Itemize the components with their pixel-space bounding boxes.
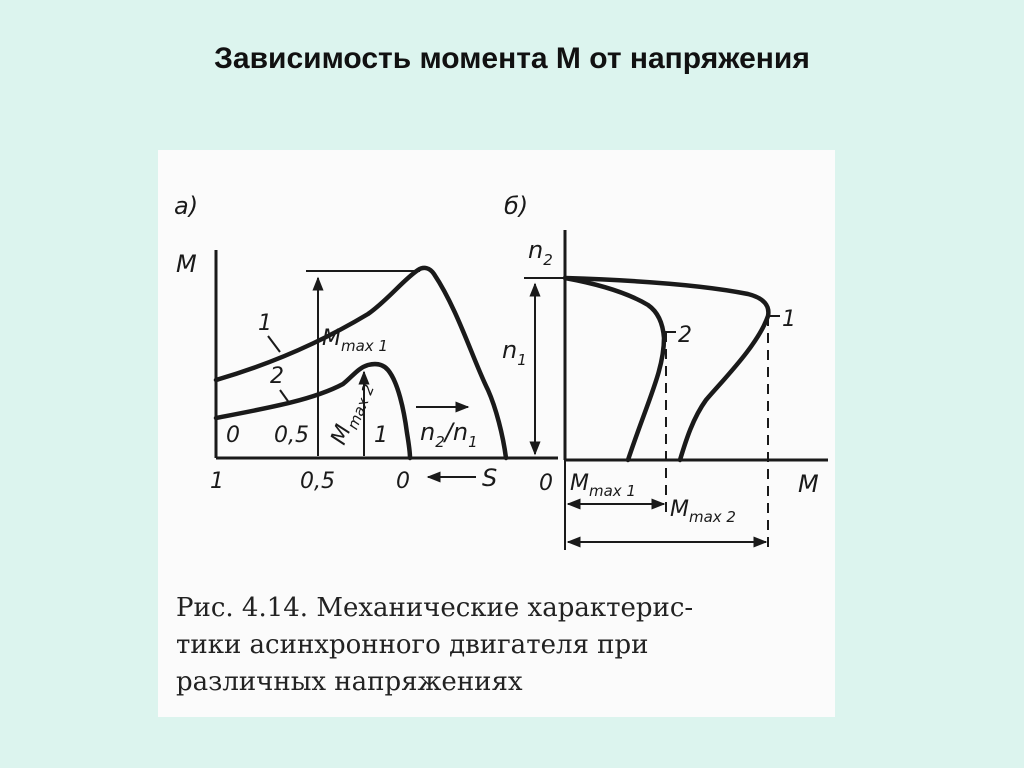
caption-line-2: тики асинхронного двигателя при bbox=[176, 630, 649, 660]
panel-b-curve-2 bbox=[565, 278, 664, 460]
panel-a-mmax2-label: $M_{max 2}$ bbox=[326, 381, 378, 449]
panel-b-n2-label: $n_2$ bbox=[528, 236, 553, 269]
panel-a-upper-axis-label: $n_2/n_1$ bbox=[420, 418, 478, 451]
panel-a-upper-tick-1: 1 bbox=[374, 423, 388, 448]
panel-a-lower-tick-1: 1 bbox=[210, 469, 224, 494]
caption-line-3: различных напряжениях bbox=[176, 667, 523, 697]
figure-drawing bbox=[158, 150, 835, 717]
panel-a-lower-tick-05: 0,5 bbox=[300, 469, 335, 494]
panel-b bbox=[502, 192, 828, 550]
caption-line-1: Рис. 4.14. Механические характерис- bbox=[176, 593, 694, 623]
panel-b-n1-label: $n_1$ bbox=[502, 336, 527, 369]
panel-b-label: б) bbox=[504, 192, 529, 220]
panel-b-mmax2-label: $M_{max 2}$ bbox=[670, 497, 736, 526]
panel-a-upper-tick-0: 0 bbox=[226, 423, 240, 448]
panel-b-mmax1-label: $M_{max 1}$ bbox=[570, 471, 636, 500]
panel-b-x-axis-label: M bbox=[798, 470, 819, 498]
figure-panel bbox=[158, 150, 835, 717]
panel-a bbox=[174, 192, 558, 494]
figure-caption bbox=[176, 593, 693, 697]
panel-a-upper-tick-05: 0,5 bbox=[274, 423, 309, 448]
panel-a-lower-tick-0: 0 bbox=[396, 469, 410, 494]
panel-a-lower-axis-label: S bbox=[482, 464, 498, 492]
slide-title: Зависимость момента М от напряжения bbox=[214, 42, 810, 75]
panel-a-y-axis-label: M bbox=[176, 250, 197, 278]
panel-a-curve-2-label: 2 bbox=[270, 364, 284, 389]
panel-b-curve-2-label: 2 bbox=[678, 323, 692, 348]
panel-a-curve-1-leader bbox=[268, 336, 280, 352]
panel-b-origin: 0 bbox=[539, 471, 553, 496]
panel-a-curve-1-label: 1 bbox=[258, 311, 272, 336]
panel-a-label: а) bbox=[174, 192, 199, 220]
panel-b-curve-1-label: 1 bbox=[782, 307, 796, 332]
panel-a-mmax1-label: $M_{max 1}$ bbox=[322, 326, 388, 355]
